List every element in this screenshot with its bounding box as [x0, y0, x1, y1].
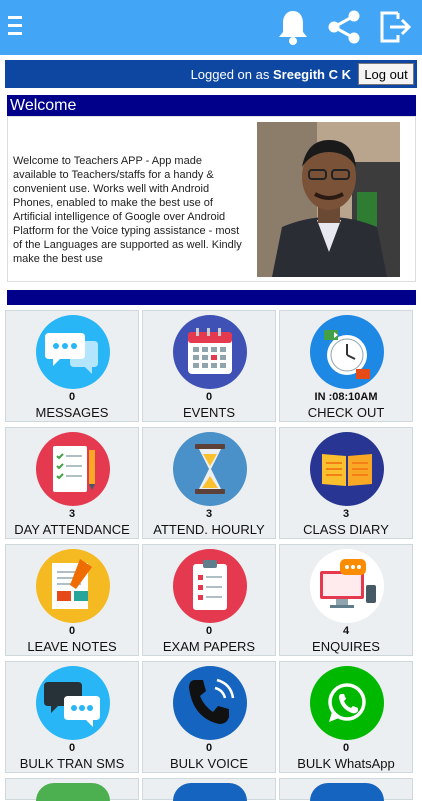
welcome-text: Welcome to Teachers APP - App made available to Teachers/staffs for a handy & convenient use. Works well with Android Phones, enabled to make the best use of Artificial intelligence of Google over Android Platform for the Voice typing assistance - most of the Languages are supported as well. Kindly make the best use	[13, 155, 242, 265]
bell-icon[interactable]	[275, 8, 311, 46]
leave-notes-count: 0	[68, 625, 76, 637]
messages-count: 0	[68, 391, 76, 403]
bulk-voice-label: BULK VOICE	[169, 756, 249, 771]
tile-next-row-3[interactable]	[279, 778, 413, 800]
messages-label: MESSAGES	[35, 405, 109, 420]
logout-button[interactable]: Log out	[358, 63, 414, 85]
next-row-icon-3	[310, 783, 384, 801]
calendar-icon	[173, 315, 247, 389]
welcome-title: Welcome	[7, 95, 416, 116]
attend-hourly-count: 3	[205, 508, 213, 520]
attend-hourly-label: ATTEND. HOURLY	[153, 522, 265, 537]
check-out-label: CHECK OUT	[307, 405, 385, 420]
checklist-icon	[36, 432, 110, 506]
tile-next-row-1[interactable]	[5, 778, 139, 800]
section-divider	[7, 290, 416, 305]
monitor-enquiry-icon	[310, 549, 384, 623]
tile-enquires[interactable]	[279, 544, 413, 656]
events-label: EVENTS	[182, 405, 235, 420]
class-diary-count: 3	[342, 508, 350, 520]
notepad-pencil-icon	[36, 549, 110, 623]
clock-icon	[310, 315, 384, 389]
logout-arrow-icon[interactable]	[378, 8, 414, 46]
bulk-tran-sms-label: BULK TRAN SMS	[19, 756, 125, 771]
bulk-tran-sms-count: 0	[68, 742, 76, 754]
chat-bubbles-icon	[36, 315, 110, 389]
clipboard-icon	[173, 549, 247, 623]
bulk-whatsapp-count: 0	[342, 742, 350, 754]
tile-next-row-2[interactable]	[142, 778, 276, 800]
phone-icon	[173, 666, 247, 740]
tile-exam-papers[interactable]	[142, 544, 276, 656]
tile-class-diary[interactable]	[279, 427, 413, 539]
tile-bulk-voice[interactable]	[142, 661, 276, 773]
username: Sreegith C K	[272, 67, 351, 82]
day-attendance-label: DAY ATTENDANCE	[14, 522, 130, 537]
exam-papers-label: EXAM PAPERS	[162, 639, 256, 654]
tile-leave-notes[interactable]	[5, 544, 139, 656]
sms-bubbles-icon	[36, 666, 110, 740]
tile-events[interactable]	[142, 310, 276, 422]
teacher-photo	[257, 122, 400, 277]
day-attendance-count: 3	[68, 508, 76, 520]
enquires-count: 4	[342, 625, 350, 637]
bulk-voice-count: 0	[205, 742, 213, 754]
tile-bulk-tran-sms[interactable]	[5, 661, 139, 773]
tile-messages[interactable]	[5, 310, 139, 422]
tile-attend-hourly[interactable]	[142, 427, 276, 539]
app-header	[0, 0, 422, 55]
whatsapp-icon	[310, 666, 384, 740]
share-icon[interactable]	[326, 8, 362, 46]
next-row-icon-1	[36, 783, 110, 801]
open-book-icon	[310, 432, 384, 506]
hamburger-menu-icon[interactable]	[8, 16, 22, 38]
bulk-whatsapp-label: BULK WhatsApp	[297, 756, 395, 771]
tile-bulk-whatsapp[interactable]	[279, 661, 413, 773]
check-out-time: IN :08:10AM	[314, 391, 378, 403]
class-diary-label: CLASS DIARY	[303, 522, 389, 537]
welcome-panel	[7, 116, 416, 282]
exam-papers-count: 0	[205, 625, 213, 637]
hourglass-icon	[173, 432, 247, 506]
tile-check-out[interactable]	[279, 310, 413, 422]
tile-day-attendance[interactable]	[5, 427, 139, 539]
events-count: 0	[205, 391, 213, 403]
next-row-icon-2	[173, 783, 247, 801]
enquires-label: ENQUIRES	[312, 639, 380, 654]
user-status-bar	[5, 60, 417, 88]
leave-notes-label: LEAVE NOTES	[27, 639, 117, 654]
logged-on-text: Logged on as Sreegith C K	[190, 67, 351, 82]
